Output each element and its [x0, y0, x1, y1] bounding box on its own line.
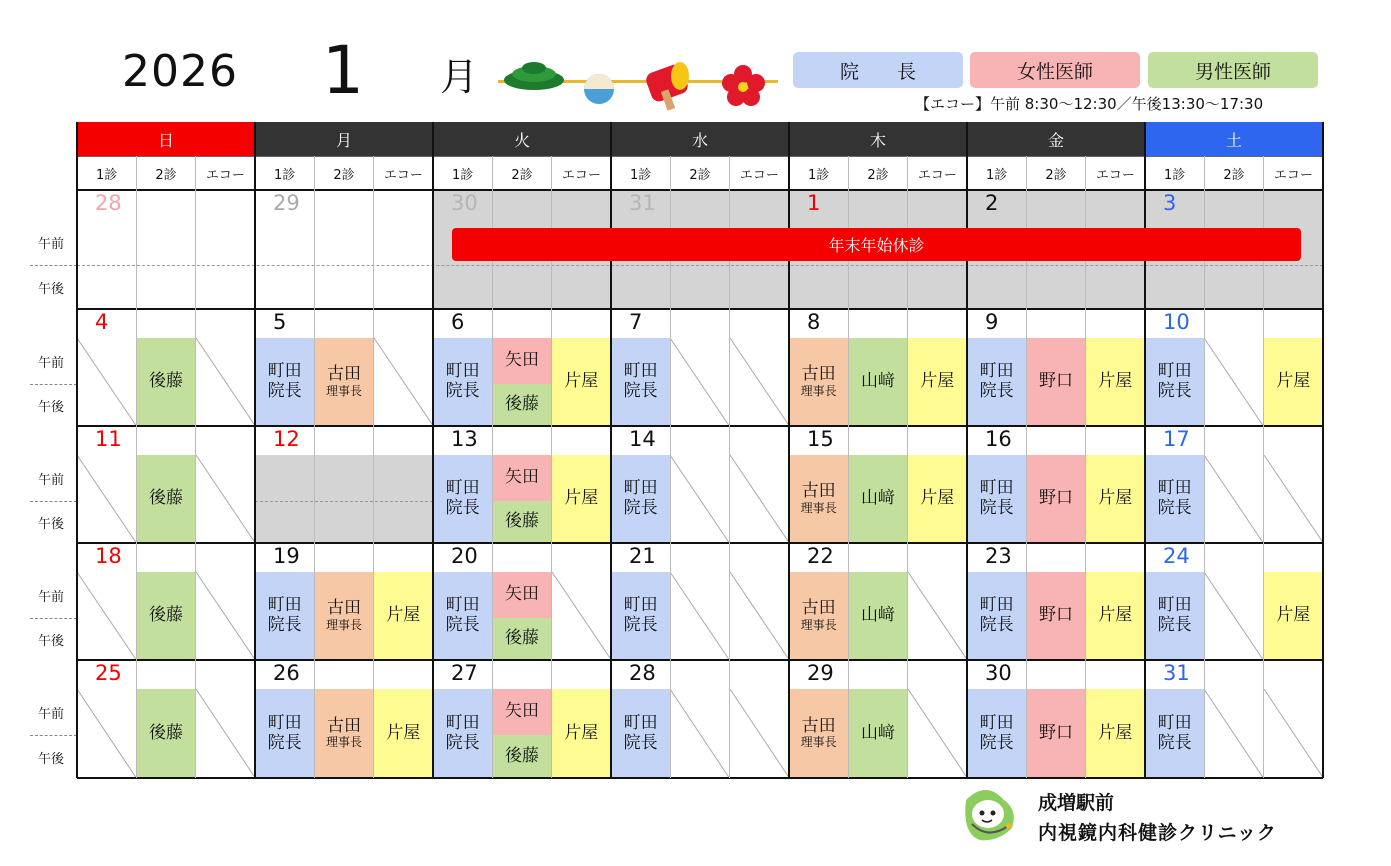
legend-director: 院 長	[793, 52, 963, 88]
doctor-slot	[848, 689, 907, 778]
doctor-name: 矢田	[504, 584, 539, 605]
bottom-border	[77, 777, 1323, 779]
sub-column-header: 2診	[867, 167, 889, 183]
doctor-slot	[492, 618, 551, 660]
sub-column-header: 2診	[333, 167, 355, 183]
sub-column-header: エコー	[205, 167, 245, 183]
empty-slot-diagonal	[908, 572, 967, 660]
date-number: 13	[451, 427, 478, 451]
weekday-header: 木	[789, 122, 967, 156]
date-number: 29	[273, 191, 300, 215]
doctor-slot	[492, 384, 551, 426]
legend-female-doctor: 女性医師	[970, 52, 1140, 88]
clinic-name-line2: 内視鏡内科健診クリニック	[1038, 822, 1277, 844]
empty-slot-diagonal	[77, 572, 136, 660]
doctor-name: 町田	[1157, 595, 1192, 616]
slot-border	[136, 156, 137, 778]
empty-slot-diagonal	[908, 689, 967, 778]
date-number: 18	[95, 544, 122, 568]
doctor-slot	[374, 689, 433, 778]
doctor-name: 片屋	[564, 488, 599, 509]
doctor-name: 古田	[801, 598, 836, 619]
doctor-name: 片屋	[564, 722, 599, 743]
doctor-name: 町田	[1157, 361, 1192, 382]
doctor-name: 野口	[1038, 605, 1073, 626]
header-divider	[77, 156, 1323, 157]
date-number: 11	[95, 427, 122, 451]
doctor-name: 野口	[1038, 371, 1073, 392]
empty-slot-diagonal	[730, 689, 789, 778]
doctor-slot	[433, 572, 492, 660]
empty-slot-diagonal	[1204, 455, 1263, 543]
day-border	[788, 122, 790, 778]
am-label: 午前	[38, 237, 65, 252]
doctor-slot	[789, 572, 848, 660]
date-number: 27	[451, 661, 478, 685]
doctor-slot	[1264, 572, 1323, 660]
empty-slot-diagonal	[670, 572, 729, 660]
sub-column-header: 2診	[1223, 167, 1245, 183]
sub-column-header: エコー	[383, 167, 423, 183]
doctor-name: 古田	[326, 598, 361, 619]
doctor-name: 院長	[267, 732, 302, 753]
doctor-name: 片屋	[1276, 605, 1311, 626]
date-number: 15	[807, 427, 834, 451]
day-border	[76, 122, 78, 778]
date-number: 21	[629, 544, 656, 568]
sub-column-header: 2診	[689, 167, 711, 183]
doctor-name: 院長	[445, 615, 480, 635]
sub-column-header: 1診	[96, 167, 118, 183]
sub-column-header: 2診	[1045, 167, 1067, 183]
doctor-slot	[552, 455, 611, 543]
doctor-slot	[492, 455, 551, 501]
doctor-slot	[314, 338, 373, 426]
doctor-slot	[255, 338, 314, 426]
doctor-slot	[1086, 338, 1145, 426]
doctor-slot	[314, 572, 373, 660]
doctor-name: 矢田	[504, 350, 539, 371]
doctor-slot	[1145, 689, 1204, 778]
empty-slot-diagonal	[196, 689, 255, 778]
empty-slot-diagonal	[196, 338, 255, 426]
week-divider	[77, 542, 1323, 544]
date-number: 4	[95, 310, 109, 334]
doctor-name: 町田	[623, 478, 658, 499]
doctor-name: 町田	[445, 478, 480, 499]
label-divider	[30, 265, 77, 266]
doctor-name: 院長	[623, 732, 658, 753]
doctor-slot	[433, 338, 492, 426]
date-number: 22	[807, 544, 834, 568]
doctor-slot	[967, 572, 1026, 660]
doctor-name: 理事長	[800, 617, 837, 632]
doctor-name: 片屋	[1098, 371, 1133, 392]
am-label: 午前	[38, 356, 65, 371]
mallet-icon	[644, 62, 690, 111]
am-pm-divider	[255, 501, 433, 502]
doctor-name: 理事長	[800, 383, 837, 398]
doctor-name: 院長	[1157, 732, 1192, 753]
doctor-name: 町田	[1157, 712, 1192, 733]
closed-shading	[255, 455, 433, 543]
label-divider	[30, 384, 77, 385]
doctor-name: 後藤	[148, 722, 183, 743]
slot-border	[195, 156, 196, 778]
doctor-name: 院長	[979, 732, 1014, 753]
doctor-name: 古田	[326, 715, 361, 736]
empty-slot-diagonal	[730, 455, 789, 543]
holiday-banner: 年末年始休診	[452, 228, 1301, 261]
doctor-slot	[967, 689, 1026, 778]
date-number: 31	[1163, 661, 1190, 685]
am-label: 午前	[38, 473, 65, 488]
sub-column-header: 1診	[274, 167, 296, 183]
doctor-name: 矢田	[504, 467, 539, 488]
doctor-name: 院長	[979, 615, 1014, 635]
slot-border	[373, 156, 374, 778]
doctor-slot	[1026, 689, 1085, 778]
doctor-name: 山﨑	[860, 488, 895, 509]
empty-slot-diagonal	[1264, 689, 1323, 778]
empty-slot-diagonal	[1204, 689, 1263, 778]
doctor-name: 理事長	[800, 500, 837, 515]
label-divider	[30, 501, 77, 502]
sub-column-header: エコー	[917, 167, 957, 183]
date-number: 12	[273, 427, 300, 451]
date-number: 14	[629, 427, 656, 451]
sub-column-header: エコー	[561, 167, 601, 183]
new-year-decoration-icon	[498, 50, 783, 112]
doctor-name: 町田	[979, 361, 1014, 382]
empty-slot-diagonal	[196, 572, 255, 660]
doctor-slot	[255, 689, 314, 778]
sub-column-header: 1診	[630, 167, 652, 183]
doctor-slot	[492, 572, 551, 618]
sub-column-header: エコー	[1273, 167, 1313, 183]
date-number: 17	[1163, 427, 1190, 451]
doctor-slot	[552, 338, 611, 426]
doctor-slot	[1086, 455, 1145, 543]
week-divider	[77, 308, 1323, 310]
date-number: 31	[629, 191, 656, 215]
day-border	[610, 122, 612, 778]
doctor-slot	[908, 338, 967, 426]
doctor-name: 町田	[979, 595, 1014, 616]
month-number: 1	[322, 32, 364, 109]
doctor-slot	[789, 338, 848, 426]
doctor-name: 片屋	[1098, 605, 1133, 626]
date-number: 8	[807, 310, 821, 334]
doctor-slot	[314, 689, 373, 778]
doctor-slot	[136, 338, 195, 426]
doctor-slot	[1086, 689, 1145, 778]
doctor-name: 後藤	[504, 511, 539, 532]
weekday-header: 月	[255, 122, 433, 156]
doctor-name: 町田	[445, 595, 480, 616]
doctor-slot	[1026, 455, 1085, 543]
week-divider	[77, 659, 1323, 661]
doctor-name: 野口	[1038, 488, 1073, 509]
year: 2026	[122, 46, 238, 97]
date-number: 16	[985, 427, 1012, 451]
doctor-name: 後藤	[148, 371, 183, 392]
doctor-name: 院長	[979, 381, 1014, 401]
doctor-name: 院長	[267, 381, 302, 401]
week-divider	[77, 189, 1323, 191]
pm-label: 午後	[38, 634, 65, 649]
doctor-slot	[433, 455, 492, 543]
doctor-name: 町田	[445, 712, 480, 733]
doctor-slot	[552, 689, 611, 778]
date-number: 10	[1163, 310, 1190, 334]
date-number: 23	[985, 544, 1012, 568]
doctor-slot	[967, 455, 1026, 543]
pm-label: 午後	[38, 282, 65, 297]
doctor-name: 野口	[1038, 722, 1073, 743]
doctor-name: 後藤	[504, 745, 539, 766]
label-divider	[30, 618, 77, 619]
doctor-name: 理事長	[800, 735, 837, 750]
day-border	[966, 122, 968, 778]
doctor-slot	[255, 572, 314, 660]
doctor-slot	[136, 572, 195, 660]
doctor-name: 院長	[623, 498, 658, 518]
doctor-slot	[492, 338, 551, 384]
doctor-name: 古田	[326, 364, 361, 385]
doctor-name: 山﨑	[860, 605, 895, 626]
date-number: 19	[273, 544, 300, 568]
doctor-name: 後藤	[504, 628, 539, 649]
clinic-name-line1: 成増駅前	[1038, 792, 1115, 814]
doctor-name: 片屋	[1098, 488, 1133, 509]
doctor-slot	[1086, 572, 1145, 660]
pine-icon	[504, 62, 564, 90]
doctor-name: 後藤	[148, 605, 183, 626]
date-number: 20	[451, 544, 478, 568]
sub-column-header: 1診	[452, 167, 474, 183]
date-number: 25	[95, 661, 122, 685]
doctor-name: 片屋	[564, 371, 599, 392]
empty-slot-diagonal	[670, 455, 729, 543]
doctor-name: 古田	[801, 481, 836, 502]
date-number: 6	[451, 310, 465, 334]
doctor-name: 片屋	[920, 488, 955, 509]
date-number: 29	[807, 661, 834, 685]
weekday-header: 日	[77, 122, 255, 156]
doctor-name: 町田	[979, 712, 1014, 733]
doctor-slot	[492, 735, 551, 778]
doctor-name: 町田	[1157, 478, 1192, 499]
doctor-slot	[908, 455, 967, 543]
sub-column-header: エコー	[739, 167, 779, 183]
day-border	[1322, 122, 1324, 778]
doctor-slot	[967, 338, 1026, 426]
date-number: 3	[1163, 191, 1177, 215]
doctor-name: 院長	[1157, 615, 1192, 635]
doctor-name: 院長	[267, 615, 302, 635]
echo-hours: 【エコー】午前 8:30～12:30／午後13:30～17:30	[915, 95, 1264, 113]
empty-slot-diagonal	[1264, 455, 1323, 543]
doctor-slot	[136, 455, 195, 543]
doctor-name: 院長	[1157, 498, 1192, 518]
doctor-name: 町田	[979, 478, 1014, 499]
doctor-slot	[1145, 572, 1204, 660]
doctor-slot	[374, 572, 433, 660]
doctor-slot	[789, 455, 848, 543]
doctor-slot	[789, 689, 848, 778]
doctor-name: 片屋	[1098, 722, 1133, 743]
doctor-slot	[1026, 338, 1085, 426]
doctor-name: 片屋	[920, 371, 955, 392]
doctor-slot	[848, 338, 907, 426]
doctor-name: 町田	[267, 712, 302, 733]
empty-slot-diagonal	[77, 689, 136, 778]
doctor-name: 山﨑	[860, 371, 895, 392]
doctor-name: 町田	[623, 361, 658, 382]
empty-slot-diagonal	[670, 689, 729, 778]
doctor-slot	[611, 455, 670, 543]
empty-slot-diagonal	[552, 572, 611, 660]
doctor-name: 院長	[445, 498, 480, 518]
doctor-slot	[848, 455, 907, 543]
doctor-slot	[611, 689, 670, 778]
label-divider	[30, 735, 77, 736]
doctor-slot	[433, 689, 492, 778]
date-number: 30	[985, 661, 1012, 685]
doctor-name: 町田	[267, 361, 302, 382]
day-border	[1144, 122, 1146, 778]
weekday-header: 火	[433, 122, 611, 156]
doctor-name: 後藤	[504, 394, 539, 415]
doctor-name: 片屋	[386, 722, 421, 743]
date-number: 1	[807, 191, 821, 215]
doctor-name: 片屋	[386, 605, 421, 626]
doctor-name: 院長	[623, 381, 658, 401]
doctor-name: 古田	[801, 364, 836, 385]
weekday-header: 金	[967, 122, 1145, 156]
date-number: 28	[629, 661, 656, 685]
pm-label: 午後	[38, 517, 65, 532]
doctor-name: 古田	[801, 715, 836, 736]
legend-male-doctor: 男性医師	[1148, 52, 1318, 88]
doctor-name: 院長	[623, 615, 658, 635]
date-number: 9	[985, 310, 999, 334]
doctor-name: 町田	[445, 361, 480, 382]
doctor-name: 院長	[979, 498, 1014, 518]
doctor-name: 町田	[623, 712, 658, 733]
doctor-slot	[492, 501, 551, 543]
sub-column-header: 1診	[986, 167, 1008, 183]
doctor-name: 院長	[1157, 381, 1192, 401]
empty-slot-diagonal	[196, 455, 255, 543]
am-pm-divider	[77, 265, 1323, 266]
pm-label: 午後	[38, 400, 65, 415]
date-number: 7	[629, 310, 643, 334]
empty-slot-diagonal	[77, 338, 136, 426]
doctor-name: 後藤	[148, 488, 183, 509]
doctor-name: 院長	[445, 732, 480, 753]
doctor-slot	[136, 689, 195, 778]
kagami-mochi-icon	[584, 74, 614, 104]
doctor-slot	[492, 689, 551, 735]
am-label: 午前	[38, 590, 65, 605]
doctor-slot	[1264, 338, 1323, 426]
weekday-header: 水	[611, 122, 789, 156]
week-divider	[77, 425, 1323, 427]
doctor-name: 理事長	[325, 617, 362, 632]
sub-column-header: 1診	[1164, 167, 1186, 183]
clinic-mascot-icon	[958, 786, 1028, 844]
am-label: 午前	[38, 707, 65, 722]
doctor-name: 片屋	[1276, 371, 1311, 392]
doctor-slot	[611, 338, 670, 426]
pm-label: 午後	[38, 751, 65, 767]
day-border	[432, 122, 434, 778]
empty-slot-diagonal	[730, 338, 789, 426]
doctor-name: 町田	[267, 595, 302, 616]
doctor-name: 町田	[623, 595, 658, 616]
weekday-header: 土	[1145, 122, 1323, 156]
doctor-slot	[611, 572, 670, 660]
empty-slot-diagonal	[77, 455, 136, 543]
doctor-name: 山﨑	[860, 722, 895, 743]
empty-slot-diagonal	[374, 338, 433, 426]
sub-column-header: 2診	[511, 167, 533, 183]
doctor-name: 院長	[445, 381, 480, 401]
empty-slot-diagonal	[730, 572, 789, 660]
empty-slot-diagonal	[1204, 338, 1263, 426]
slot-border	[314, 156, 315, 778]
date-number: 5	[273, 310, 287, 334]
doctor-name: 理事長	[325, 383, 362, 398]
sub-column-header: 1診	[808, 167, 830, 183]
day-border	[254, 122, 256, 778]
doctor-slot	[1145, 338, 1204, 426]
sub-column-header: エコー	[1095, 167, 1135, 183]
sub-column-header: 2診	[155, 167, 177, 183]
plum-flower-icon	[722, 65, 765, 106]
empty-slot-diagonal	[1204, 572, 1263, 660]
doctor-name: 矢田	[504, 701, 539, 722]
date-number: 28	[95, 191, 122, 215]
doctor-slot	[848, 572, 907, 660]
month-label: 月	[440, 55, 479, 99]
doctor-slot	[1026, 572, 1085, 660]
date-number: 2	[985, 191, 999, 215]
date-number: 26	[273, 661, 300, 685]
empty-slot-diagonal	[670, 338, 729, 426]
date-number: 24	[1163, 544, 1190, 568]
doctor-name: 理事長	[325, 735, 362, 750]
doctor-slot	[1145, 455, 1204, 543]
date-number: 30	[451, 191, 478, 215]
